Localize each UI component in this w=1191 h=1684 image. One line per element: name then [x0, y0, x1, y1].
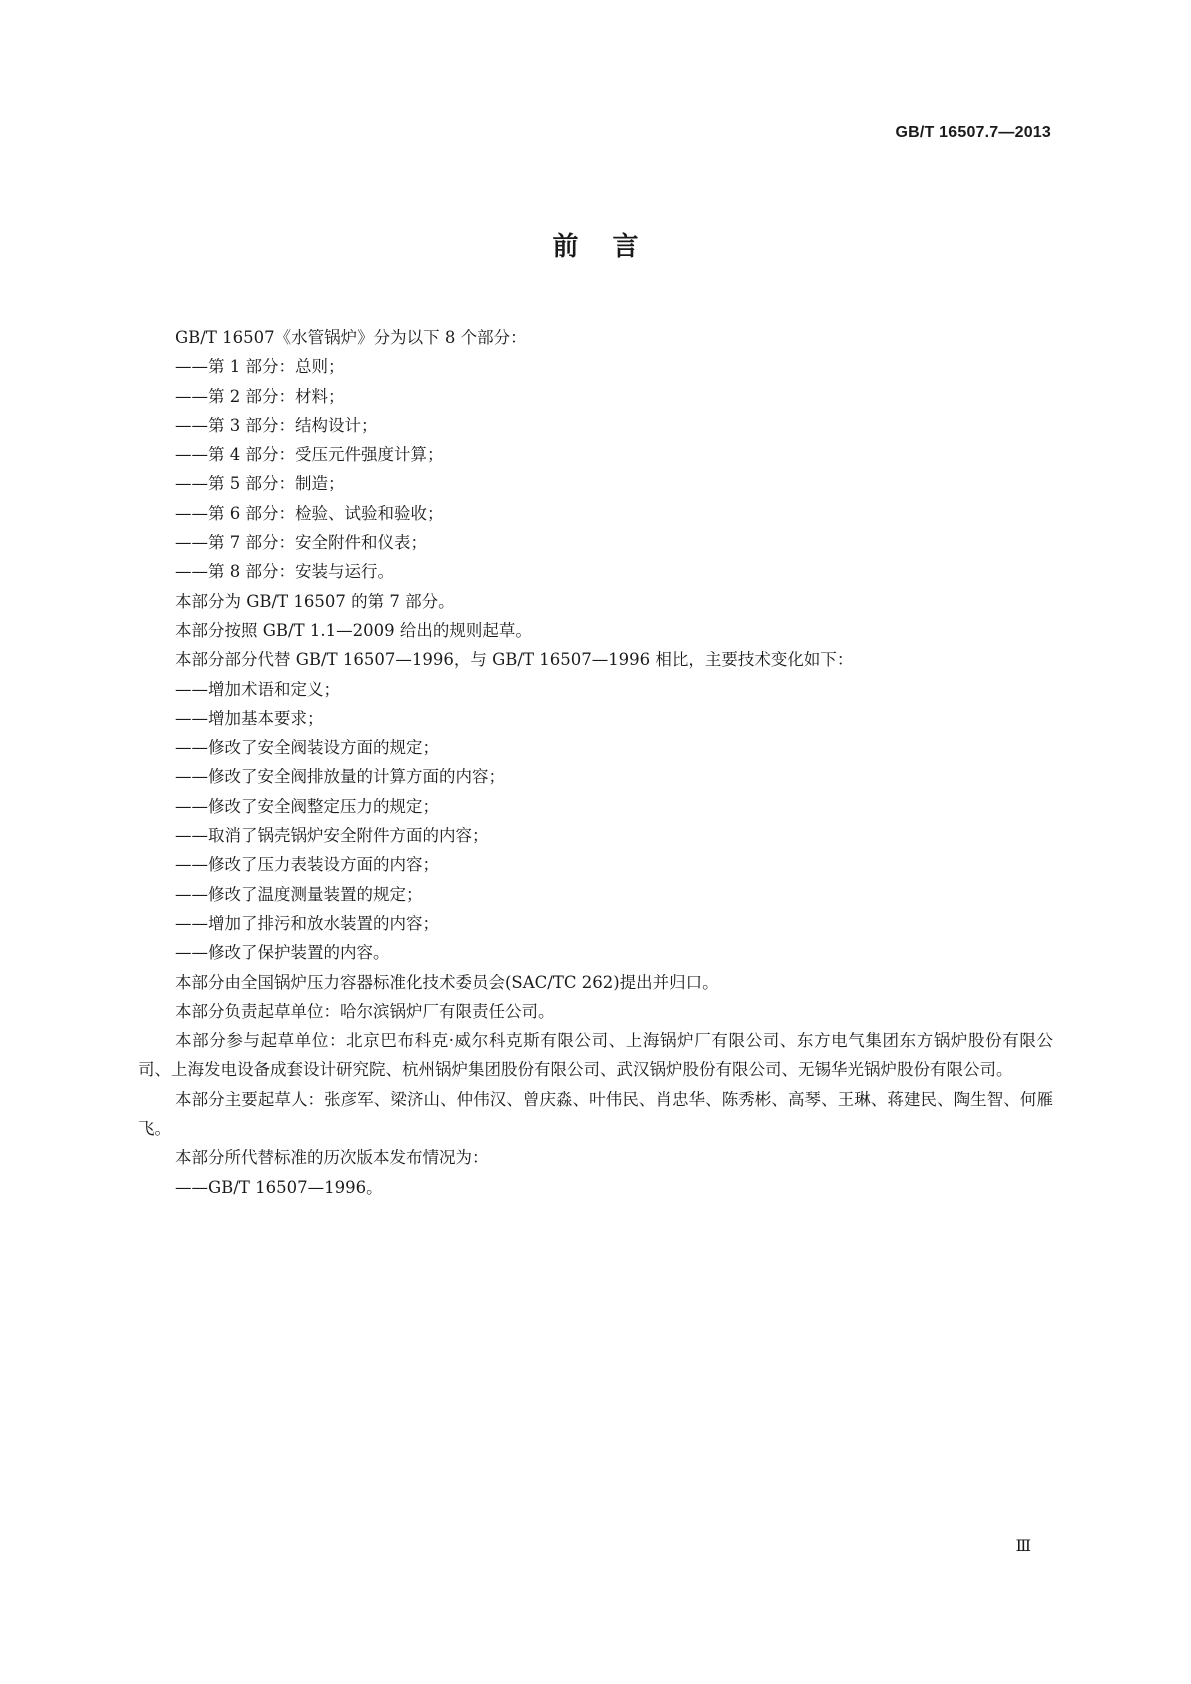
paragraph: 本部分由全国锅炉压力容器标准化技术委员会(SAC/TC 262)提出并归口。 — [175, 972, 719, 992]
list-item: ——修改了压力表装设方面的内容； — [175, 855, 439, 875]
paragraph: 本部分部分代替 GB/T 16507—1996，与 GB/T 16507—1996 相比，主要技术变化如下： — [175, 650, 854, 670]
page-title: 前言 — [552, 232, 673, 262]
page-number: Ⅲ — [1015, 1538, 1031, 1555]
list-item: ——第 4 部分：受压元件强度计算； — [175, 445, 444, 465]
paragraph: 本部分按照 GB/T 1.1—2009 给出的规则起草。 — [175, 620, 532, 640]
paragraph: 本部分为 GB/T 16507 的第 7 部分。 — [175, 591, 455, 611]
list-item: ——增加术语和定义； — [175, 679, 340, 699]
list-item: ——增加了排污和放水装置的内容； — [175, 913, 439, 933]
list-item: ——第 8 部分：安装与运行。 — [175, 562, 394, 582]
list-item: ——第 3 部分：结构设计； — [175, 415, 378, 435]
document-body — [138, 323, 1053, 1202]
list-item: ——修改了安全阀排放量的计算方面的内容； — [175, 767, 505, 787]
list-item: ——修改了温度测量装置的规定； — [175, 884, 423, 904]
list-item: ——取消了锅壳锅炉安全附件方面的内容； — [175, 826, 489, 846]
list-item: ——第 7 部分：安全附件和仪表； — [175, 533, 427, 553]
list-item: ——第 2 部分：材料； — [175, 386, 345, 406]
list-item: ——修改了安全阀整定压力的规定； — [175, 796, 439, 816]
paragraph: 本部分主要起草人：张彦军、梁济山、仲伟汉、曾庆淼、叶伟民、肖忠华、陈秀彬、高琴、王琳、蒋建民、陶生智、何雁飞。 — [138, 1089, 1053, 1139]
list-item: ——第 1 部分：总则； — [175, 357, 345, 377]
paragraph: 本部分参与起草单位：北京巴布科克·威尔科克斯有限公司、上海锅炉厂有限公司、东方电气集团东方锅炉股份有限公司、上海发电设备成套设计研究院、杭州锅炉集团股份有限公司、武汉锅炉股份有限公司、无锡华光锅炉股份有限公司。 — [138, 1031, 1053, 1080]
list-item: ——第 6 部分：检验、试验和验收； — [175, 503, 444, 523]
list-item: ——第 5 部分：制造； — [175, 474, 345, 494]
list-item: ——GB/T 16507—1996。 — [175, 1177, 383, 1197]
paragraph: GB/T 16507《水管锅炉》分为以下 8 个部分： — [175, 328, 527, 347]
paragraph: 本部分所代替标准的历次版本发布情况为： — [175, 1148, 489, 1168]
list-item: ——修改了安全阀装设方面的规定； — [175, 738, 439, 758]
list-item: ——增加基本要求； — [175, 708, 324, 728]
standard-number: GB/T 16507.7—2013 — [895, 124, 1051, 141]
paragraph: 本部分负责起草单位：哈尔滨锅炉厂有限责任公司。 — [175, 1001, 555, 1021]
list-item: ——修改了保护装置的内容。 — [175, 943, 390, 963]
